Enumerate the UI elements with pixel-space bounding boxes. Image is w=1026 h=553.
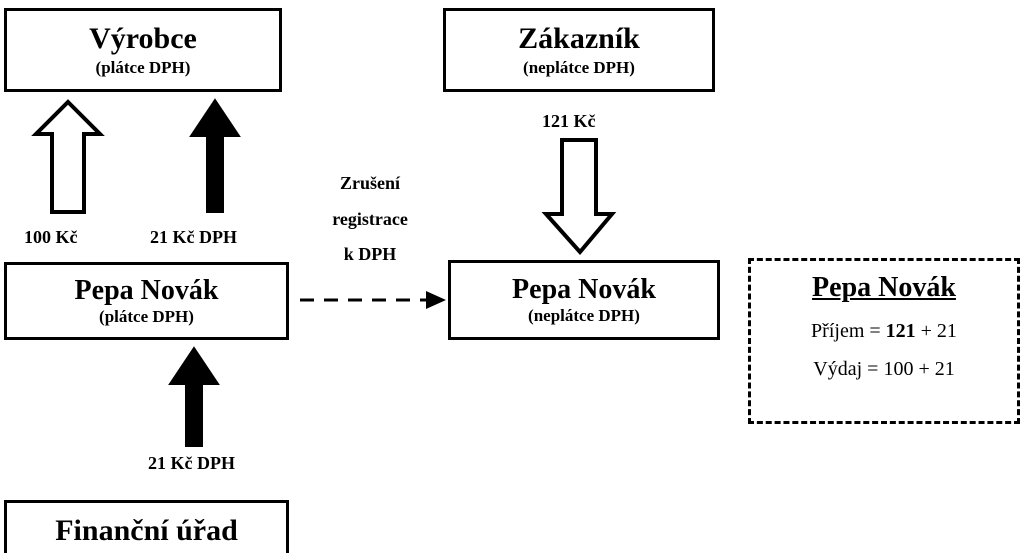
solid-arrow-21-kc-dph-bottom: [170, 348, 218, 446]
label-zruseni-registrace-k-dph: [300, 172, 440, 279]
label-21-kc-dph-top: 21 Kč DPH: [150, 227, 237, 247]
box-vyrobce: [4, 8, 282, 92]
box-pepa-platce-subtitle: (plátce DPH): [99, 307, 194, 327]
label-zruseni-line3: k DPH: [343, 244, 397, 264]
label-21-kc-dph-bottom: 21 Kč DPH: [148, 453, 235, 473]
summary-income: [811, 320, 957, 342]
summary-expense: [813, 358, 954, 380]
box-pepa-novak-platce: [4, 262, 289, 340]
box-financni-urad-title: Finanční úřad: [55, 514, 238, 548]
label-121-kc: 121 Kč: [542, 111, 596, 131]
box-zakaznik-subtitle: (neplátce DPH): [523, 57, 635, 77]
solid-arrow-21-kc-dph-top: [191, 100, 239, 212]
box-pepa-neplatce-title: Pepa Novák: [512, 273, 656, 305]
box-vyrobce-title: Výrobce: [89, 22, 197, 56]
summary-income-bold: 121: [885, 319, 916, 342]
summary-box-pepa-novak: [748, 258, 1020, 424]
hollow-arrow-100-kc: [36, 102, 100, 212]
hollow-arrow-121-kc: [546, 140, 612, 252]
summary-income-rest: + 21: [915, 319, 957, 342]
label-zruseni-line1: Zrušení: [339, 173, 400, 193]
summary-title: Pepa Novák: [812, 272, 956, 303]
box-vyrobce-subtitle: (plátce DPH): [95, 57, 191, 77]
label-zruseni-line2: registrace: [332, 208, 408, 229]
box-pepa-platce-title: Pepa Novák: [74, 274, 219, 306]
box-pepa-novak-neplatce: [448, 260, 720, 340]
box-zakaznik-title: Zákazník: [518, 22, 640, 56]
summary-income-label: Příjem =: [811, 319, 886, 342]
dashed-transition-arrowhead: [426, 291, 446, 309]
box-zakaznik: [443, 8, 715, 92]
summary-expense-rest: 100 + 21: [883, 357, 955, 380]
box-financni-urad: [4, 500, 289, 553]
label-100-kc: 100 Kč: [24, 227, 78, 247]
box-pepa-neplatce-subtitle: (neplátce DPH): [528, 306, 640, 326]
summary-expense-label: Výdaj =: [813, 357, 884, 380]
